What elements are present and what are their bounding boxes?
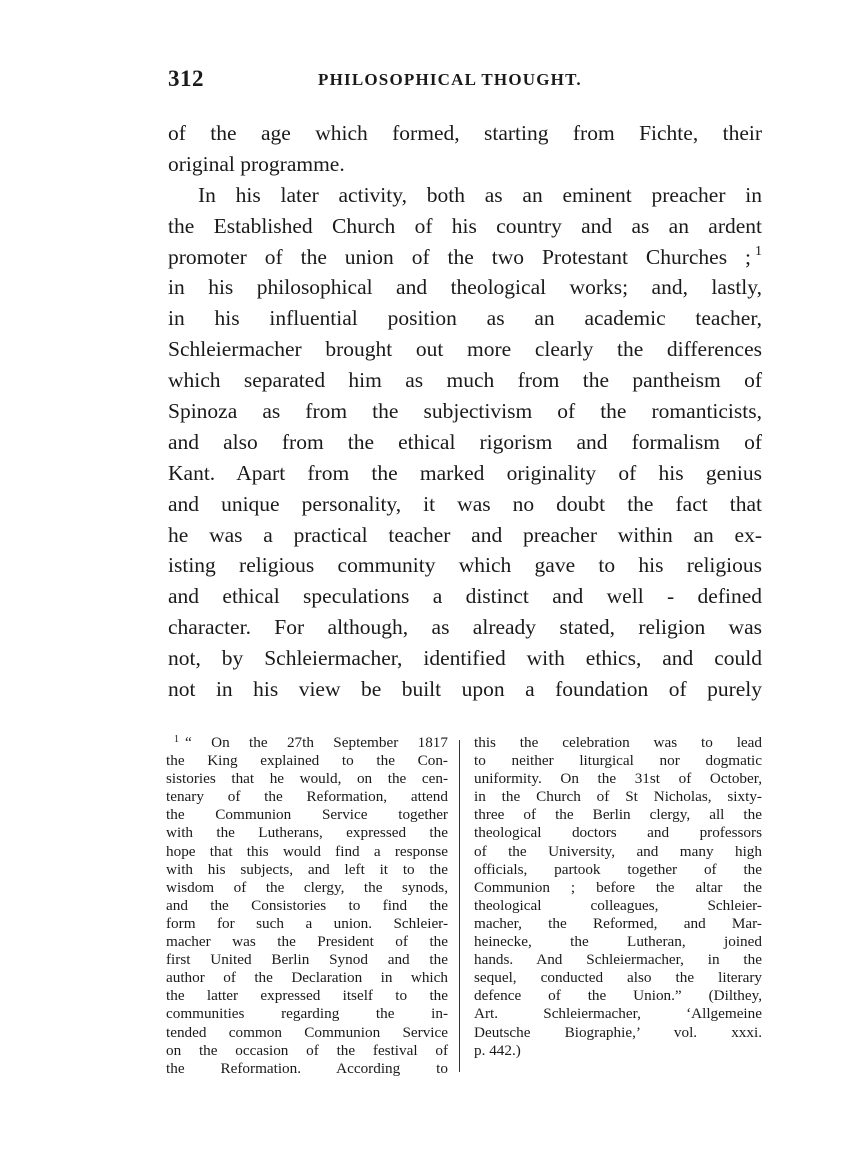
footnote-line: hands. And Schleiermacher, in the bbox=[474, 951, 762, 969]
footnote-line: heinecke, the Lutheran, joined bbox=[474, 933, 762, 951]
body-line: which separated him as much from the pantheism of bbox=[168, 368, 762, 393]
body-line: isting religious community which gave to his religious bbox=[168, 553, 762, 578]
footnote-line: this the celebration was to lead bbox=[474, 734, 762, 751]
body-line-with-footnote-ref bbox=[168, 242, 762, 273]
footnote-line-first bbox=[166, 734, 448, 752]
footnote-line: of the University, and many high bbox=[474, 842, 762, 860]
body-line: original programme. bbox=[168, 151, 345, 176]
footnote-line: sequel, conducted also the literary bbox=[474, 969, 762, 987]
footnote-line: on the occasion of the festival of bbox=[166, 1041, 448, 1059]
running-head: PHILOSOPHICAL THOUGHT. bbox=[318, 70, 582, 89]
footnote-line: author of the Declaration in which bbox=[166, 969, 448, 987]
footnote-line: defence of the Union.” (Dilthey, bbox=[474, 987, 762, 1005]
footnote-line: macher was the President of the bbox=[166, 933, 448, 951]
body-line: In his later activity, both as an eminent preacher in bbox=[198, 182, 762, 207]
body-line: in his influential position as an academic teacher, bbox=[168, 306, 762, 331]
body-line-text: promoter of the union of the two Protestant Churches ; bbox=[168, 244, 751, 269]
body-line: character. For although, as already stated, religion was bbox=[168, 615, 762, 640]
body-line: in his philosophical and theological works; and, lastly, bbox=[168, 275, 762, 300]
footnote-line: with his subjects, and left it to the bbox=[166, 860, 448, 878]
body-line: and also from the ethical rigorism and formalism of bbox=[168, 429, 762, 454]
footnote-line: Deutsche Biographie,’ vol. xxxi. bbox=[474, 1023, 762, 1041]
footnote-line: the latter expressed itself to the bbox=[166, 987, 448, 1005]
footnote-line: macher, the Reformed, and Mar- bbox=[474, 914, 762, 932]
footnote-line: in the Church of St Nicholas, sixty- bbox=[474, 788, 762, 806]
footnote-line: form for such a union. Schleier- bbox=[166, 914, 448, 932]
footnote-line: p. 442.) bbox=[474, 1041, 521, 1059]
footnote-block bbox=[166, 734, 764, 1077]
footnote-line: tended common Communion Service bbox=[166, 1023, 448, 1041]
body-line: and ethical speculations a distinct and well - defined bbox=[168, 584, 762, 609]
footnote-line: theological colleagues, Schleier- bbox=[474, 896, 762, 914]
footnote-line: tenary of the Reformation, attend bbox=[166, 788, 448, 806]
footnote-line: hope that this would find a response bbox=[166, 842, 448, 860]
footnote-line: the Communion Service together bbox=[166, 806, 448, 824]
footnote-column-right bbox=[474, 734, 762, 1060]
footnote-line: Communion ; before the altar the bbox=[474, 878, 762, 896]
footnote-line: the King explained to the Con- bbox=[166, 752, 448, 770]
footnote-line-text: “ On the 27th September 1817 bbox=[185, 734, 448, 751]
footnote-line: theological doctors and professors bbox=[474, 824, 762, 842]
footnote-line: three of the Berlin clergy, all the bbox=[474, 806, 762, 824]
body-line: and unique personality, it was no doubt the fact that bbox=[168, 491, 762, 516]
column-divider bbox=[459, 740, 460, 1072]
body-line: the Established Church of his country and as an ardent bbox=[168, 213, 762, 238]
body-line: Spinoza as from the subjectivism of the romanticists, bbox=[168, 399, 762, 424]
footnote-line: officials, partook together of the bbox=[474, 860, 762, 878]
body-line: not in his view be built upon a foundation of purely bbox=[168, 677, 762, 702]
footnote-line: and the Consistories to find the bbox=[166, 896, 448, 914]
footnote-line: first United Berlin Synod and the bbox=[166, 951, 448, 969]
body-line: of the age which formed, starting from Fichte, their bbox=[168, 121, 762, 145]
body-line: Kant. Apart from the marked originality of his genius bbox=[168, 460, 762, 485]
footnote-reference[interactable]: 1 bbox=[755, 243, 762, 259]
footnote-line: with the Lutherans, expressed the bbox=[166, 824, 448, 842]
footnote-line: the Reformation. According to bbox=[166, 1059, 448, 1077]
page-number: 312 bbox=[168, 66, 204, 91]
footnote-column-left bbox=[166, 734, 448, 1078]
footnote-line: uniformity. On the 31st of October, bbox=[474, 770, 762, 788]
body-line: he was a practical teacher and preacher within an ex- bbox=[168, 522, 762, 547]
body-text bbox=[168, 118, 762, 705]
body-line: not, by Schleiermacher, identified with ethics, and could bbox=[168, 646, 762, 671]
footnote-line: to neither liturgical nor dogmatic bbox=[474, 752, 762, 770]
footnote-line: wisdom of the clergy, the synods, bbox=[166, 878, 448, 896]
page-header bbox=[168, 66, 762, 96]
footnote-marker: 1 bbox=[174, 734, 179, 745]
footnote-line: communities regarding the in- bbox=[166, 1005, 448, 1023]
footnote-line: Art. Schleiermacher, ‘Allgemeine bbox=[474, 1005, 762, 1023]
footnote-line: sistories that he would, on the cen- bbox=[166, 770, 448, 788]
body-line: Schleiermacher brought out more clearly the differences bbox=[168, 337, 762, 362]
